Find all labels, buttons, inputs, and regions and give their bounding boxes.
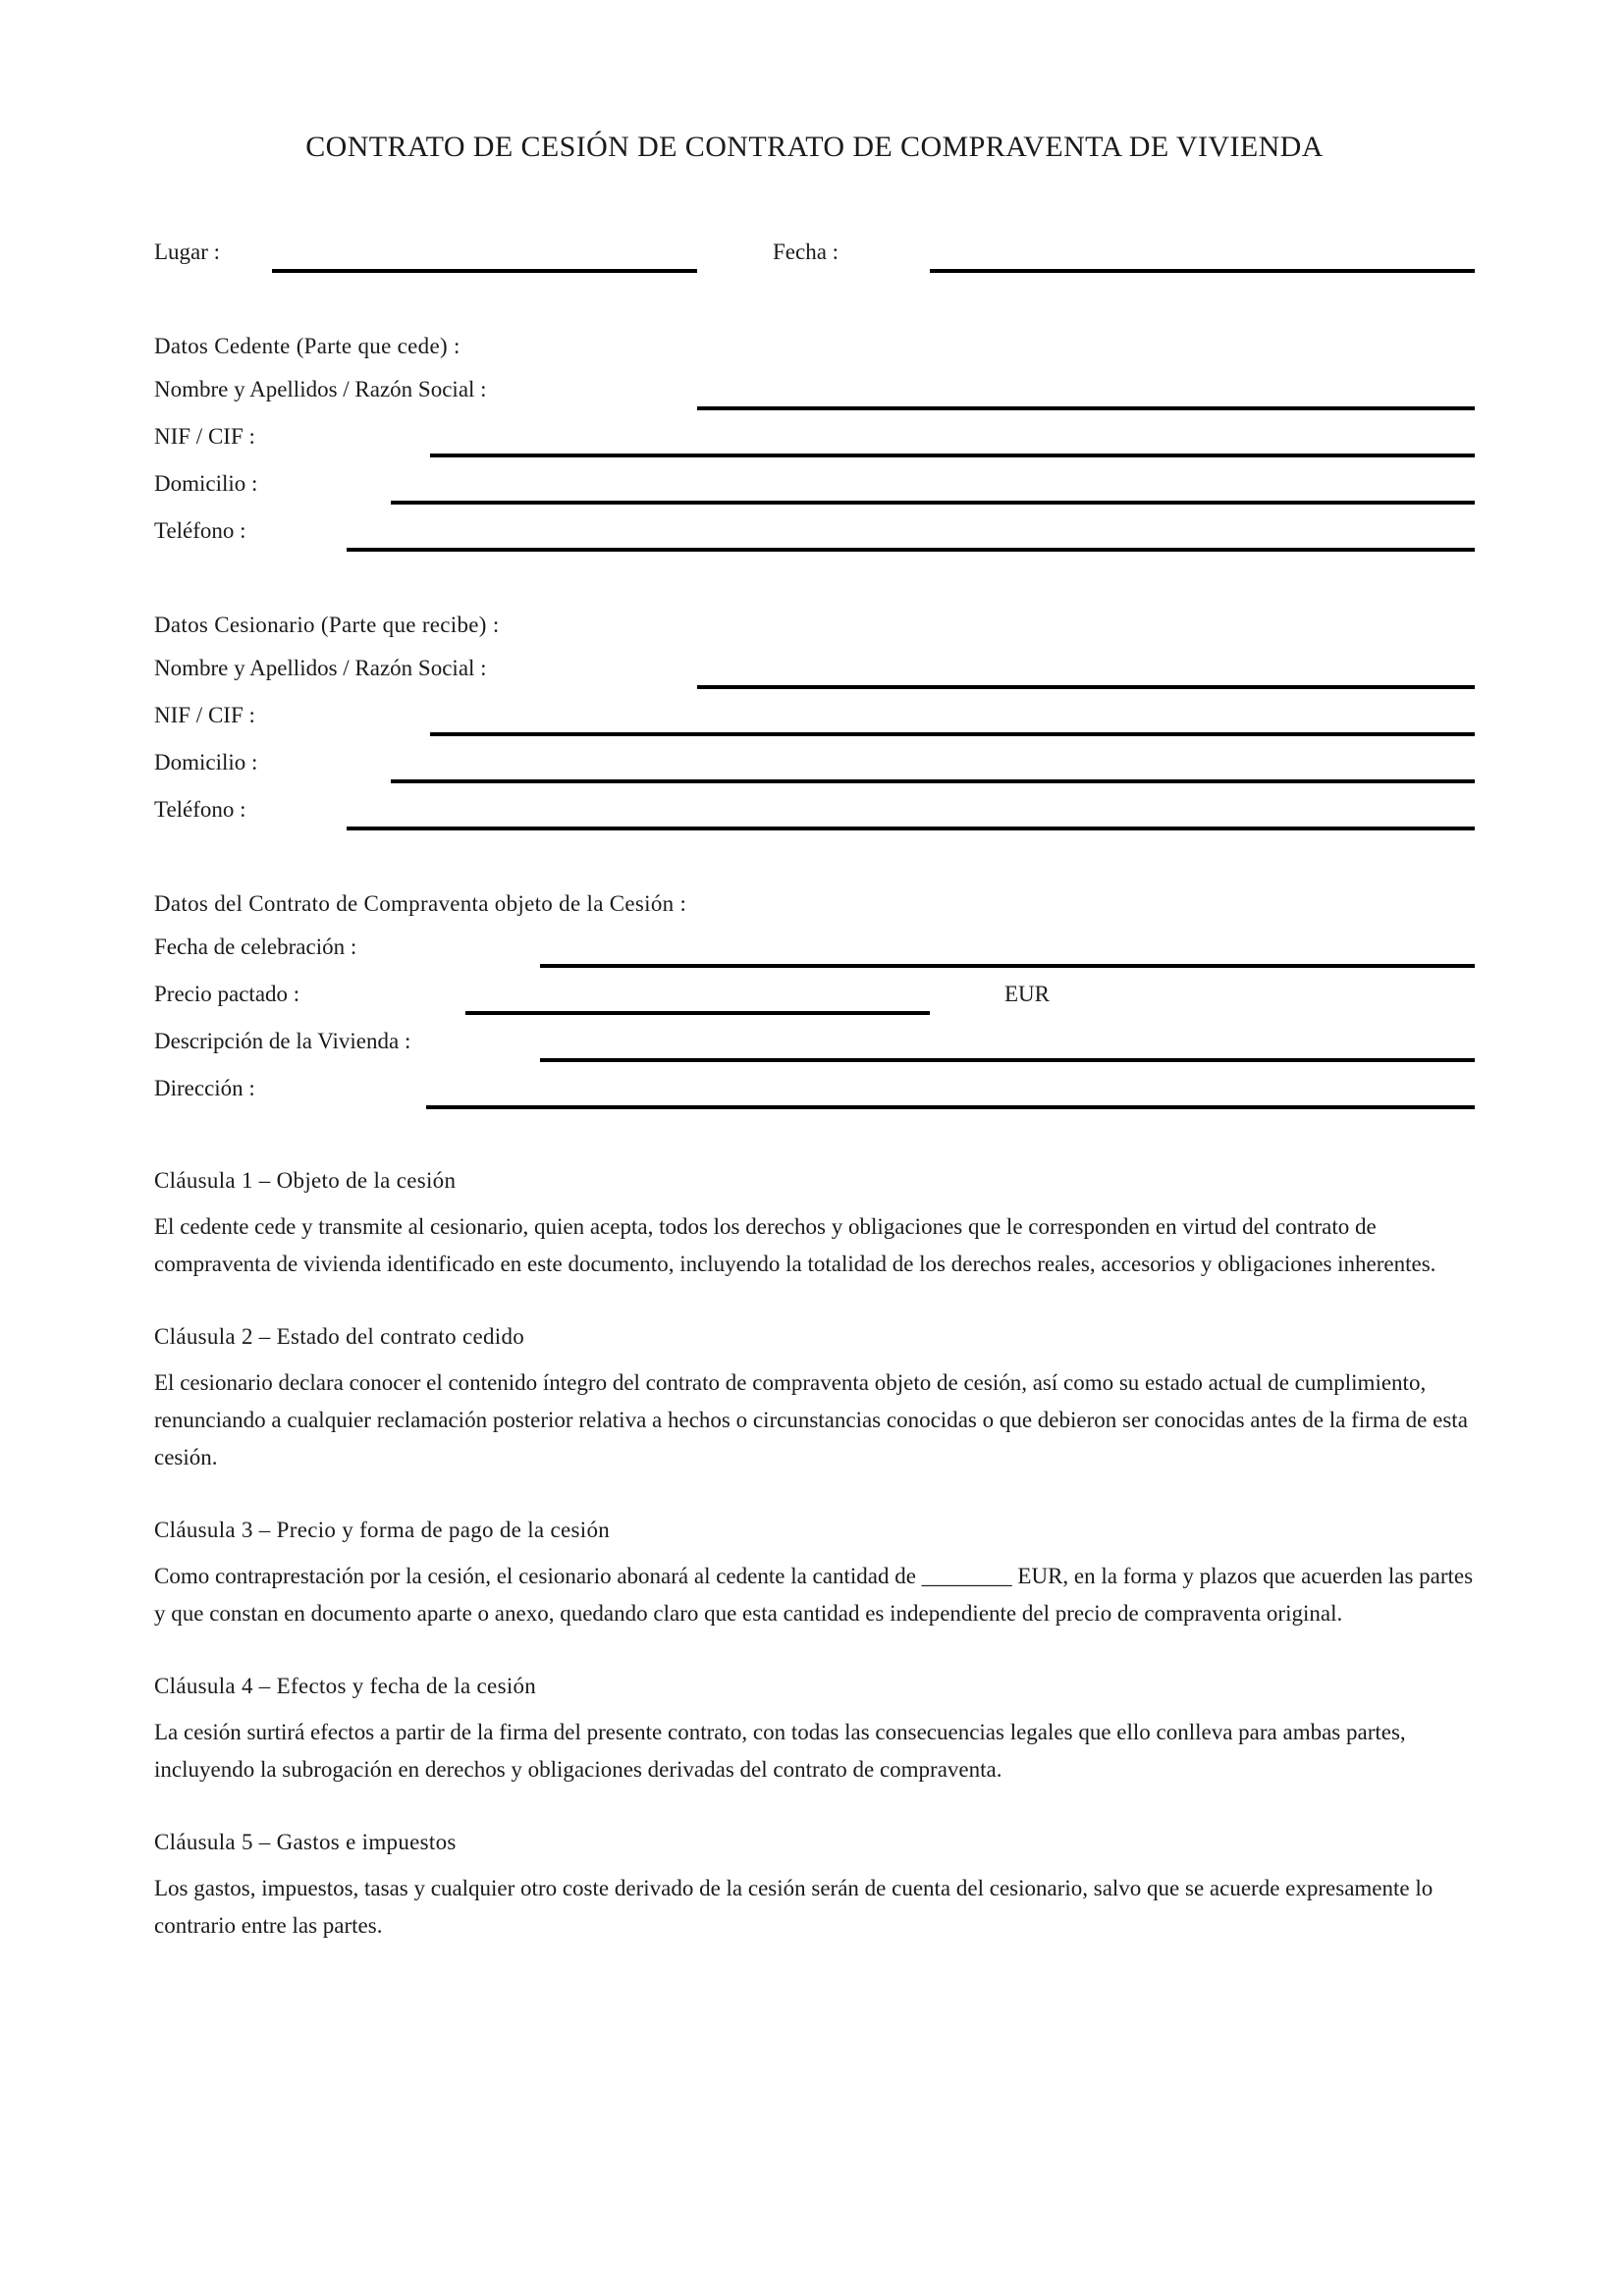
- cedente-heading: Datos Cedente (Parte que cede) :: [154, 334, 460, 358]
- fecha-celebracion-label: Fecha de celebración :: [154, 934, 357, 959]
- cedente-telefono-row: [154, 505, 1475, 552]
- descripcion-vivienda-row: [154, 1015, 1475, 1062]
- cesionario-telefono-label: Teléfono :: [154, 797, 246, 822]
- lugar-label: Lugar :: [154, 240, 221, 264]
- clause-2-body: El cesionario declara conocer el contenido íntegro del contrato de compraventa objeto de cesión, así como su estado actual de cumplimiento, renunciando a cualquier reclamación posterior relativa a hechos o circunstancias conocidas o que debieron ser conocidas antes de la firma de esta cesión.: [154, 1370, 1468, 1469]
- cedente-nombre-row: [154, 363, 1475, 410]
- clause-5: [154, 1828, 1475, 1945]
- precio-pactado-row: [154, 968, 1475, 1015]
- clause-5-heading: Cláusula 5 – Gastos e impuestos: [154, 1830, 457, 1854]
- clause-3: [154, 1516, 1475, 1632]
- direccion-label: Dirección :: [154, 1076, 255, 1100]
- cedente-telefono-blank-line[interactable]: [347, 548, 1475, 552]
- cedente-domicilio-label: Domicilio :: [154, 471, 258, 496]
- clause-1-body: El cedente cede y transmite al cesionario, quien acepta, todos los derechos y obligaciones que le corresponden en virtud del contrato de compraventa de vivienda identificado en este documento, incluyendo la totalidad de los derechos reales, accesorios y obligaciones inherentes.: [154, 1214, 1436, 1276]
- place-date-section: [154, 226, 1475, 273]
- direccion-blank-line[interactable]: [426, 1105, 1475, 1109]
- cesionario-domicilio-label: Domicilio :: [154, 750, 258, 774]
- cedente-telefono-label: Teléfono :: [154, 518, 246, 543]
- document-title: CONTRATO DE CESIÓN DE CONTRATO DE COMPRAVENTA DE VIVIENDA: [305, 131, 1324, 163]
- cesionario-telefono-row: [154, 783, 1475, 830]
- clause-4-heading: Cláusula 4 – Efectos y fecha de la cesión: [154, 1674, 537, 1698]
- clause-1-heading: Cláusula 1 – Objeto de la cesión: [154, 1168, 457, 1193]
- contrato-heading: Datos del Contrato de Compraventa objeto de la Cesión :: [154, 891, 687, 916]
- clause-2: [154, 1322, 1475, 1476]
- clause-1: [154, 1166, 1475, 1283]
- cesionario-nif-row: [154, 689, 1475, 736]
- cedente-section: [154, 332, 1475, 552]
- fecha-label: Fecha :: [773, 240, 839, 264]
- clause-3-body: Como contraprestación por la cesión, el cesionario abonará al cedente la cantidad de ________ EUR, en la forma y plazos que acuerden las partes y que constan en documento aparte o anexo, quedando claro que esta cantidad es independiente del precio de compraventa original.: [154, 1564, 1474, 1626]
- cesionario-nombre-label: Nombre y Apellidos / Razón Social :: [154, 656, 487, 680]
- cedente-domicilio-row: [154, 457, 1475, 505]
- contrato-section: [154, 889, 1475, 1109]
- clause-2-heading: Cláusula 2 – Estado del contrato cedido: [154, 1324, 525, 1349]
- precio-pactado-label: Precio pactado :: [154, 982, 300, 1006]
- clause-3-heading: Cláusula 3 – Precio y forma de pago de la cesión: [154, 1518, 611, 1542]
- clause-4-body: La cesión surtirá efectos a partir de la firma del presente contrato, con todas las consecuencias legales que ello conlleva para ambas partes, incluyendo la subrogación en derechos y obligaciones derivadas del contrato de compraventa.: [154, 1720, 1406, 1782]
- descripcion-vivienda-label: Descripción de la Vivienda :: [154, 1029, 411, 1053]
- cedente-nif-label: NIF / CIF :: [154, 424, 255, 449]
- currency-label: EUR: [1004, 982, 1050, 1006]
- clause-4: [154, 1672, 1475, 1789]
- cedente-nombre-label: Nombre y Apellidos / Razón Social :: [154, 377, 487, 401]
- cesionario-telefono-blank-line[interactable]: [347, 827, 1475, 830]
- cesionario-nombre-row: [154, 642, 1475, 689]
- cesionario-heading: Datos Cesionario (Parte que recibe) :: [154, 613, 500, 637]
- fecha-celebracion-row: [154, 921, 1475, 968]
- lugar-blank-line[interactable]: [272, 269, 697, 273]
- fecha-blank-line[interactable]: [930, 269, 1475, 273]
- cesionario-nif-label: NIF / CIF :: [154, 703, 255, 727]
- cesionario-domicilio-row: [154, 736, 1475, 783]
- cesionario-section: [154, 611, 1475, 830]
- place-date-row: [154, 226, 1475, 273]
- direccion-row: [154, 1062, 1475, 1109]
- clause-5-body: Los gastos, impuestos, tasas y cualquier otro coste derivado de la cesión serán de cuenta del cesionario, salvo que se acuerde expresamente lo contrario entre las partes.: [154, 1876, 1434, 1938]
- cedente-nif-row: [154, 410, 1475, 457]
